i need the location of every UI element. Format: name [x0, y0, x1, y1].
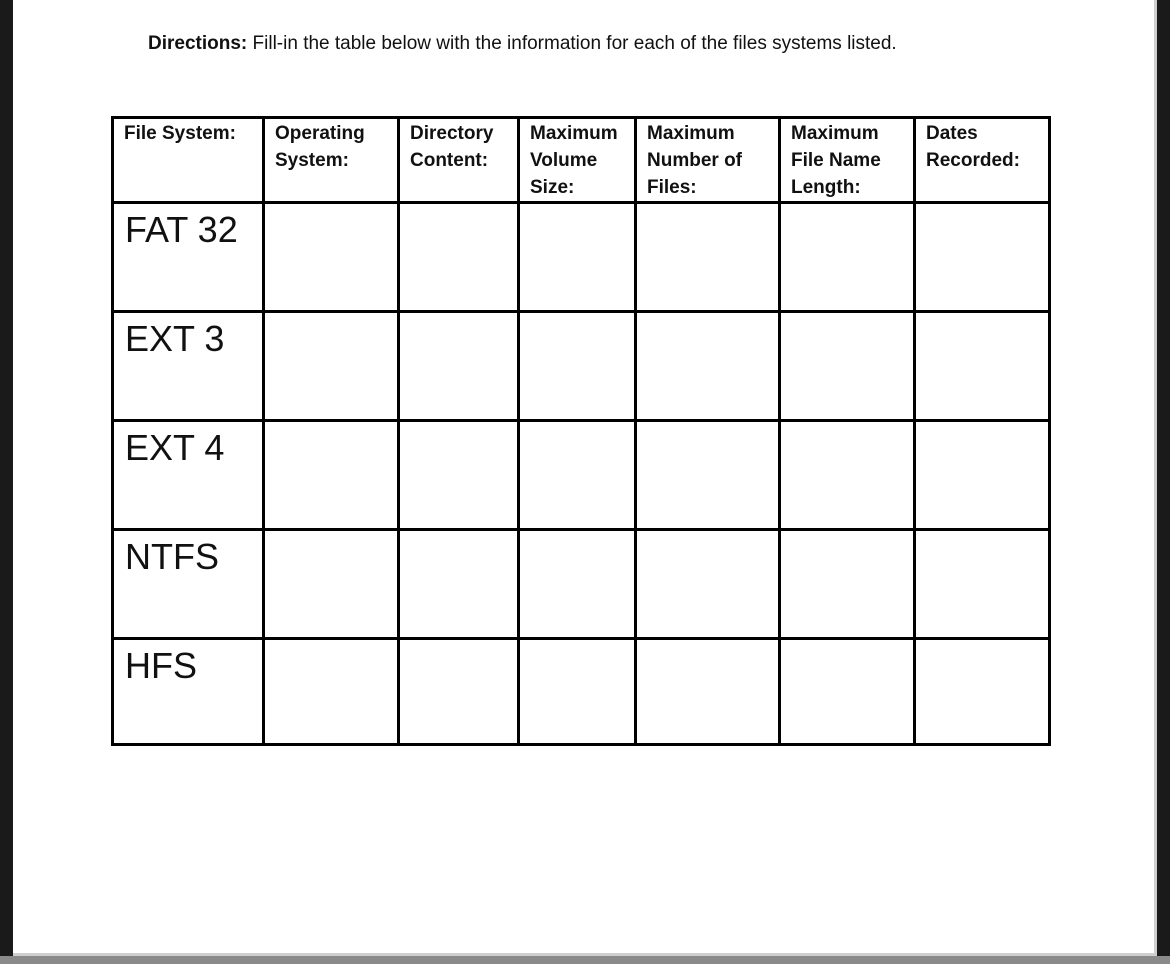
cell-directory-content[interactable]: [399, 639, 519, 745]
cell-maximum-volume-size[interactable]: [519, 421, 636, 530]
cell-directory-content[interactable]: [399, 203, 519, 312]
cell-directory-content[interactable]: [399, 530, 519, 639]
page-shadow-right: [1154, 0, 1157, 956]
directions-text: [148, 32, 897, 56]
window-frame-bottom: [0, 956, 1170, 964]
cell-maximum-number-of-files[interactable]: [636, 530, 780, 639]
cell-maximum-volume-size[interactable]: [519, 639, 636, 745]
row-label-cell: [113, 639, 264, 745]
table-header-row: [113, 118, 1050, 203]
cell-maximum-volume-size[interactable]: [519, 203, 636, 312]
cell-operating-system[interactable]: [264, 639, 399, 745]
cell-maximum-number-of-files[interactable]: [636, 639, 780, 745]
cell-operating-system[interactable]: [264, 203, 399, 312]
cell-maximum-volume-size[interactable]: [519, 312, 636, 421]
directions-label: Directions:: [148, 33, 248, 54]
header-maximum-volume-size: Maximum Volume Size:: [519, 118, 636, 203]
cell-maximum-number-of-files[interactable]: [636, 421, 780, 530]
header-directory-content: Directory Content:: [399, 118, 519, 203]
cell-maximum-file-name-length[interactable]: [780, 203, 915, 312]
cell-maximum-number-of-files[interactable]: [636, 203, 780, 312]
table-row: [113, 639, 1050, 745]
row-label: EXT 4: [125, 427, 225, 468]
cell-directory-content[interactable]: [399, 421, 519, 530]
cell-dates-recorded[interactable]: [915, 639, 1050, 745]
row-label-cell: [113, 312, 264, 421]
cell-operating-system[interactable]: [264, 530, 399, 639]
cell-maximum-file-name-length[interactable]: [780, 639, 915, 745]
row-label: NTFS: [125, 536, 219, 577]
cell-maximum-file-name-length[interactable]: [780, 530, 915, 639]
row-label-cell: [113, 421, 264, 530]
cell-maximum-number-of-files[interactable]: [636, 312, 780, 421]
cell-operating-system[interactable]: [264, 421, 399, 530]
table-row: [113, 203, 1050, 312]
cell-directory-content[interactable]: [399, 312, 519, 421]
directions-body: Fill-in the table below with the information for each of the files systems listed.: [247, 33, 897, 54]
window-frame-left: [0, 0, 13, 964]
row-label: HFS: [125, 645, 197, 686]
header-maximum-number-of-files: Maximum Number of Files:: [636, 118, 780, 203]
row-label: EXT 3: [125, 318, 225, 359]
table-row: [113, 312, 1050, 421]
row-label-cell: [113, 530, 264, 639]
row-label-cell: [113, 203, 264, 312]
row-label: FAT 32: [125, 209, 238, 250]
header-file-system: File System:: [113, 118, 264, 203]
window-frame-right: [1157, 0, 1170, 964]
cell-dates-recorded[interactable]: [915, 312, 1050, 421]
cell-dates-recorded[interactable]: [915, 530, 1050, 639]
cell-dates-recorded[interactable]: [915, 203, 1050, 312]
header-dates-recorded: Dates Recorded:: [915, 118, 1050, 203]
table-row: [113, 421, 1050, 530]
header-maximum-file-name-length: Maximum File Name Length:: [780, 118, 915, 203]
cell-dates-recorded[interactable]: [915, 421, 1050, 530]
cell-operating-system[interactable]: [264, 312, 399, 421]
cell-maximum-file-name-length[interactable]: [780, 312, 915, 421]
cell-maximum-volume-size[interactable]: [519, 530, 636, 639]
header-operating-system: Operating System:: [264, 118, 399, 203]
file-systems-table: [111, 116, 1051, 746]
table-row: [113, 530, 1050, 639]
cell-maximum-file-name-length[interactable]: [780, 421, 915, 530]
